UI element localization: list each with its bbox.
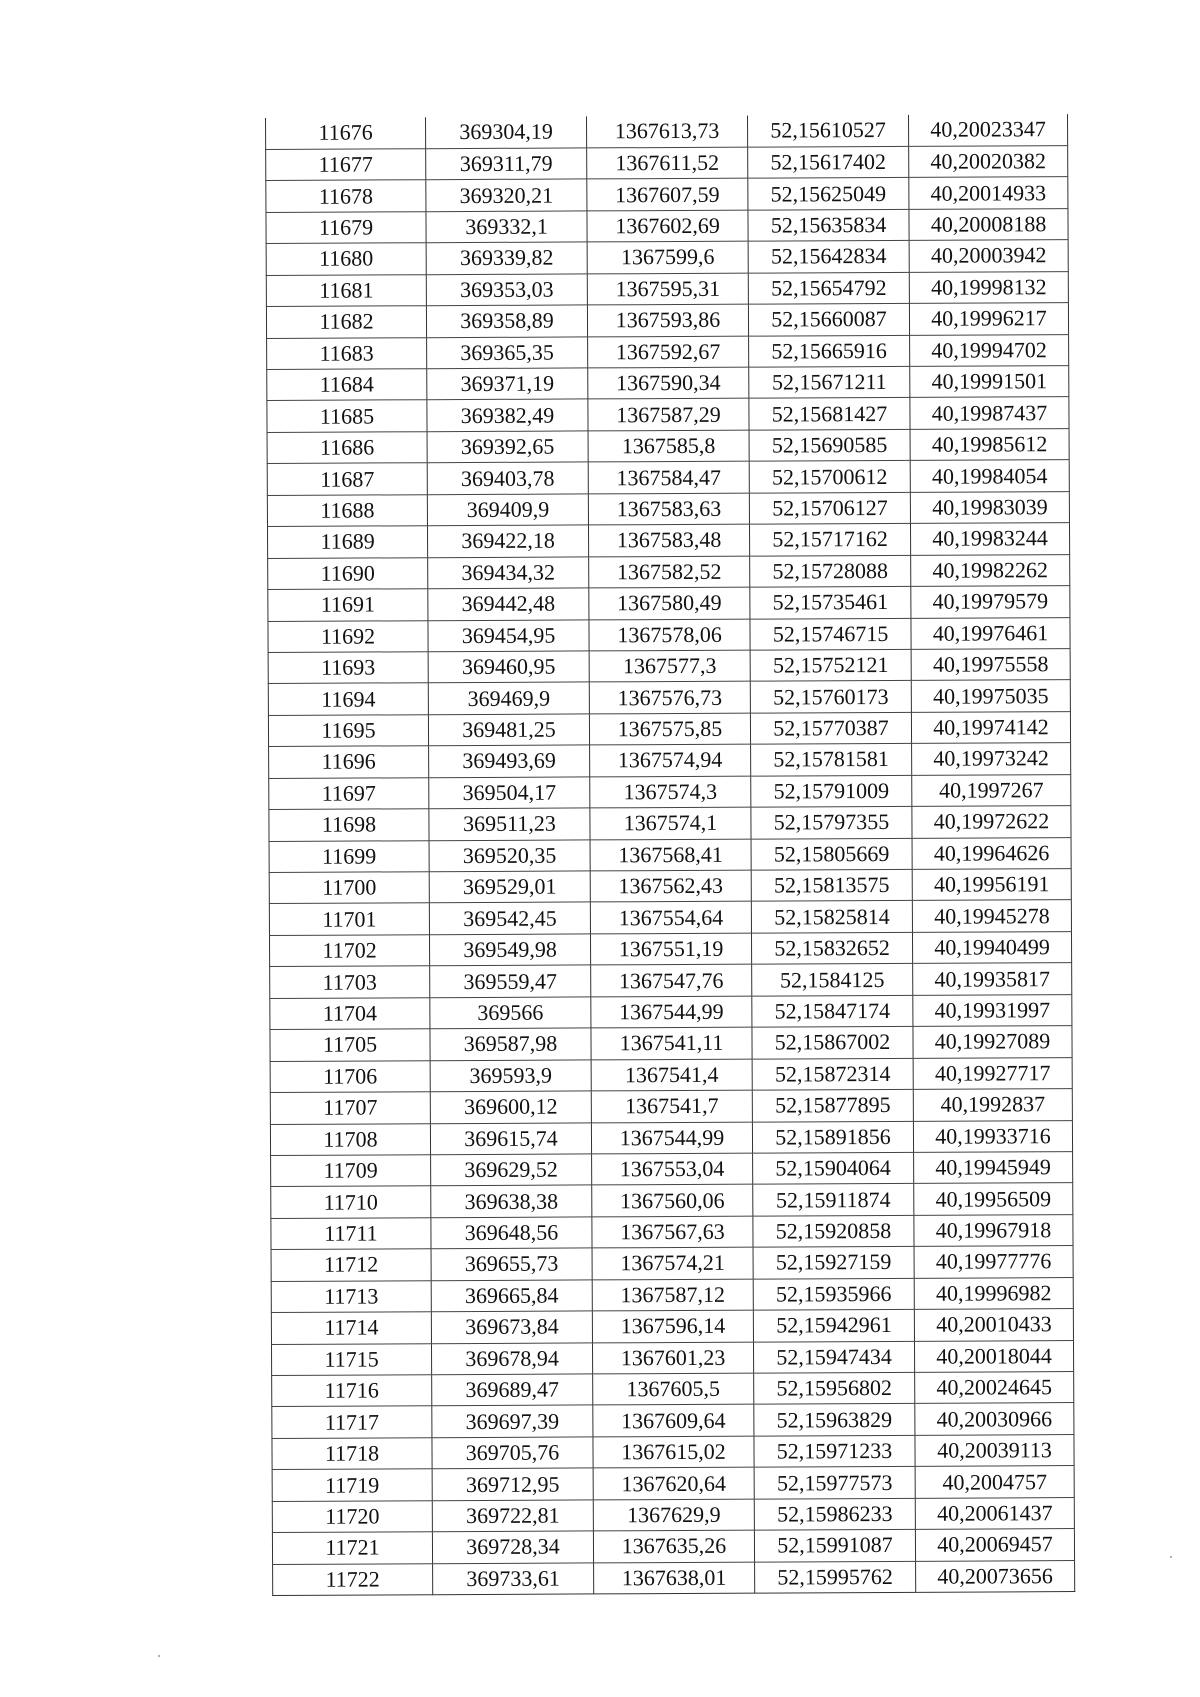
scan-speck [1170,1556,1172,1558]
point-number-cell: 11694 [268,683,428,715]
longitude-cell: 40,20039113 [915,1434,1074,1466]
x-coordinate-cell: 369520,35 [429,839,590,871]
point-number-cell: 11682 [266,306,426,338]
y-coordinate-cell: 1367587,12 [592,1279,753,1311]
latitude-cell: 52,15625049 [748,178,909,210]
table-row [272,1403,1074,1438]
x-coordinate-cell: 369712,95 [432,1468,593,1500]
x-coordinate-cell: 369403,78 [427,462,588,494]
latitude-cell: 52,15832652 [751,932,912,964]
latitude-cell: 52,15977573 [754,1467,915,1499]
x-coordinate-cell: 369434,32 [428,557,589,589]
longitude-cell: 40,19956509 [914,1183,1073,1215]
y-coordinate-cell: 1367607,59 [587,179,748,211]
x-coordinate-cell: 369566 [430,997,591,1029]
y-coordinate-cell: 1367551,19 [590,933,751,965]
table-row [269,837,1071,872]
y-coordinate-cell: 1367541,7 [591,1090,752,1122]
longitude-cell: 40,20014933 [909,177,1068,209]
longitude-cell: 40,20008188 [909,208,1068,240]
x-coordinate-cell: 369549,98 [429,934,590,966]
latitude-cell: 52,15805669 [751,838,912,870]
table-row [269,806,1071,841]
longitude-cell: 40,20073656 [916,1560,1075,1592]
longitude-cell: 40,19935817 [913,963,1072,995]
y-coordinate-cell: 1367584,47 [588,461,749,493]
y-coordinate-cell: 1367601,23 [592,1342,753,1374]
point-number-cell: 11696 [269,746,429,778]
y-coordinate-cell: 1367574,3 [590,776,751,808]
x-coordinate-cell: 369728,34 [432,1531,593,1563]
longitude-cell: 40,19975035 [911,680,1070,712]
x-coordinate-cell: 369665,84 [431,1280,592,1312]
x-coordinate-cell: 369648,56 [431,1217,592,1249]
x-coordinate-cell: 369733,61 [433,1563,594,1595]
longitude-cell: 40,19940499 [912,931,1071,963]
point-number-cell: 11706 [270,1060,430,1092]
longitude-cell: 40,19927717 [913,1057,1072,1089]
table-row [271,1152,1073,1187]
table-row [272,1529,1074,1564]
point-number-cell: 11699 [269,840,429,872]
y-coordinate-cell: 1367592,67 [588,336,749,368]
table-row [266,114,1068,149]
x-coordinate-cell: 369689,47 [432,1374,593,1406]
latitude-cell: 52,15935966 [753,1278,914,1310]
coordinates-table-body [266,114,1075,1595]
y-coordinate-cell: 1367582,52 [589,556,750,588]
point-number-cell: 11678 [266,180,426,212]
point-number-cell: 11715 [271,1343,431,1375]
latitude-cell: 52,15904064 [753,1152,914,1184]
table-row [268,649,1070,684]
table-row [271,1309,1073,1344]
y-coordinate-cell: 1367596,14 [592,1310,753,1342]
latitude-cell: 52,15728088 [750,555,911,587]
y-coordinate-cell: 1367544,99 [591,1122,752,1154]
point-number-cell: 11684 [267,369,427,401]
x-coordinate-cell: 369371,19 [427,368,588,400]
y-coordinate-cell: 1367590,34 [588,367,749,399]
latitude-cell: 52,15927159 [753,1247,914,1279]
table-row [269,774,1071,809]
coordinates-table [265,114,1075,1596]
table-row [267,523,1069,558]
latitude-cell: 52,15781581 [751,744,912,776]
longitude-cell: 40,19931997 [913,994,1072,1026]
latitude-cell: 52,15671211 [749,366,910,398]
latitude-cell: 52,15770387 [750,712,911,744]
table-row [271,1214,1073,1249]
point-number-cell: 11688 [267,494,427,526]
longitude-cell: 40,19985612 [910,428,1069,460]
x-coordinate-cell: 369504,17 [429,777,590,809]
point-number-cell: 11722 [273,1563,433,1595]
latitude-cell: 52,15947434 [753,1341,914,1373]
x-coordinate-cell: 369442,48 [428,588,589,620]
longitude-cell: 40,19987437 [910,397,1069,429]
y-coordinate-cell: 1367593,86 [587,304,748,336]
y-coordinate-cell: 1367574,1 [590,807,751,839]
point-number-cell: 11717 [272,1406,432,1438]
x-coordinate-cell: 369629,52 [431,1154,592,1186]
point-number-cell: 11679 [266,212,426,244]
point-number-cell: 11704 [270,997,430,1029]
table-row [270,994,1072,1029]
y-coordinate-cell: 1367541,4 [591,1059,752,1091]
x-coordinate-cell: 369587,98 [430,1028,591,1060]
x-coordinate-cell: 369382,49 [427,399,588,431]
longitude-cell: 40,19998132 [909,271,1068,303]
x-coordinate-cell: 369722,81 [432,1500,593,1532]
latitude-cell: 52,15760173 [750,681,911,713]
longitude-cell: 40,1997267 [912,774,1071,806]
longitude-cell: 40,19991501 [910,366,1069,398]
latitude-cell: 52,15690585 [749,429,910,461]
longitude-cell: 40,19975558 [911,649,1070,681]
table-row [272,1497,1074,1532]
point-number-cell: 11708 [270,1123,430,1155]
y-coordinate-cell: 1367638,01 [594,1562,755,1594]
y-coordinate-cell: 1367544,99 [591,996,752,1028]
y-coordinate-cell: 1367585,8 [588,430,749,462]
point-number-cell: 11719 [272,1469,432,1501]
longitude-cell: 40,19945949 [914,1152,1073,1184]
latitude-cell: 52,15956802 [754,1372,915,1404]
table-row [269,869,1071,904]
table-row [268,711,1070,746]
x-coordinate-cell: 369358,89 [426,305,587,337]
y-coordinate-cell: 1367567,63 [592,1216,753,1248]
latitude-cell: 52,15642834 [748,241,909,273]
longitude-cell: 40,20020382 [909,146,1068,178]
table-row [270,1120,1072,1155]
x-coordinate-cell: 369542,45 [429,902,590,934]
table-row [271,1183,1073,1218]
latitude-cell: 52,15872314 [752,1058,913,1090]
point-number-cell: 11686 [267,432,427,464]
table-row [270,1026,1072,1061]
point-number-cell: 11680 [266,243,426,275]
y-coordinate-cell: 1367575,85 [589,713,750,745]
longitude-cell: 40,19984054 [910,460,1069,492]
y-coordinate-cell: 1367613,73 [586,116,747,148]
table-row [267,428,1069,463]
latitude-cell: 52,15791009 [751,775,912,807]
y-coordinate-cell: 1367547,76 [591,964,752,996]
point-number-cell: 11700 [269,872,429,904]
point-number-cell: 11689 [267,526,427,558]
point-number-cell: 11695 [268,715,428,747]
x-coordinate-cell: 369339,82 [426,242,587,274]
x-coordinate-cell: 369332,1 [426,211,587,243]
point-number-cell: 11687 [267,463,427,495]
y-coordinate-cell: 1367595,31 [587,273,748,305]
longitude-cell: 40,20061437 [915,1497,1074,1529]
x-coordinate-cell: 369460,95 [428,651,589,683]
point-number-cell: 11691 [268,589,428,621]
point-number-cell: 11709 [271,1155,431,1187]
longitude-cell: 40,19996982 [914,1277,1073,1309]
latitude-cell: 52,15986233 [754,1498,915,1530]
y-coordinate-cell: 1367574,21 [592,1247,753,1279]
point-number-cell: 11690 [268,557,428,589]
table-row [272,1372,1074,1407]
latitude-cell: 52,15911874 [753,1184,914,1216]
x-coordinate-cell: 369655,73 [431,1248,592,1280]
table-row [266,146,1068,181]
x-coordinate-cell: 369353,03 [426,274,587,306]
point-number-cell: 11685 [267,400,427,432]
y-coordinate-cell: 1367576,73 [589,682,750,714]
x-coordinate-cell: 369673,84 [431,1311,592,1343]
point-number-cell: 11681 [266,274,426,306]
longitude-cell: 40,19933716 [913,1120,1072,1152]
y-coordinate-cell: 1367635,26 [593,1530,754,1562]
longitude-cell: 40,20069457 [915,1529,1074,1561]
table-row [272,1434,1074,1469]
longitude-cell: 40,19994702 [910,334,1069,366]
point-number-cell: 11714 [271,1312,431,1344]
point-number-cell: 11677 [266,149,426,181]
longitude-cell: 40,19967918 [914,1214,1073,1246]
longitude-cell: 40,20003942 [909,240,1068,272]
point-number-cell: 11713 [271,1280,431,1312]
longitude-cell: 40,19983039 [910,491,1069,523]
longitude-cell: 40,19996217 [909,303,1068,335]
point-number-cell: 11711 [271,1218,431,1250]
point-number-cell: 11698 [269,809,429,841]
table-row [271,1277,1073,1312]
latitude-cell: 52,15995762 [755,1561,916,1593]
latitude-cell: 52,15717162 [749,524,910,556]
y-coordinate-cell: 1367599,6 [587,241,748,273]
longitude-cell: 40,20023347 [908,114,1067,146]
longitude-cell: 40,19979579 [911,586,1070,618]
latitude-cell: 52,15665916 [749,335,910,367]
y-coordinate-cell: 1367578,06 [589,619,750,651]
table-row [266,208,1068,243]
latitude-cell: 52,15867002 [752,1027,913,1059]
table-row [266,303,1068,338]
latitude-cell: 52,15991087 [754,1530,915,1562]
longitude-cell: 40,19927089 [913,1026,1072,1058]
table-row [271,1340,1073,1375]
x-coordinate-cell: 369529,01 [429,871,590,903]
y-coordinate-cell: 1367574,94 [590,744,751,776]
table-row [269,900,1071,935]
x-coordinate-cell: 369422,18 [427,525,588,557]
point-number-cell: 11683 [267,337,427,369]
x-coordinate-cell: 369600,12 [430,1091,591,1123]
latitude-cell: 52,15681427 [749,398,910,430]
y-coordinate-cell: 1367583,63 [588,493,749,525]
table-row [266,271,1068,306]
table-row [273,1560,1075,1595]
latitude-cell: 52,15825814 [751,901,912,933]
y-coordinate-cell: 1367611,52 [587,147,748,179]
longitude-cell: 40,19983244 [910,523,1069,555]
latitude-cell: 52,15971233 [754,1435,915,1467]
latitude-cell: 52,1584125 [752,964,913,996]
latitude-cell: 52,15847174 [752,995,913,1027]
longitude-cell: 40,19973242 [912,743,1071,775]
x-coordinate-cell: 369481,25 [428,714,589,746]
table-row [269,743,1071,778]
table-row [271,1246,1073,1281]
latitude-cell: 52,15891856 [752,1121,913,1153]
table-row [268,586,1070,621]
table-row [267,366,1069,401]
longitude-cell: 40,19982262 [911,554,1070,586]
latitude-cell: 52,15963829 [754,1404,915,1436]
latitude-cell: 52,15752121 [750,649,911,681]
latitude-cell: 52,15654792 [748,272,909,304]
latitude-cell: 52,15797355 [751,806,912,838]
longitude-cell: 40,19977776 [914,1246,1073,1278]
y-coordinate-cell: 1367553,04 [592,1153,753,1185]
y-coordinate-cell: 1367560,06 [592,1185,753,1217]
longitude-cell: 40,20018044 [914,1340,1073,1372]
x-coordinate-cell: 369705,76 [432,1437,593,1469]
longitude-cell: 40,1992837 [913,1089,1072,1121]
y-coordinate-cell: 1367568,41 [590,839,751,871]
y-coordinate-cell: 1367605,5 [593,1373,754,1405]
y-coordinate-cell: 1367541,11 [591,1027,752,1059]
point-number-cell: 11707 [270,1092,430,1124]
longitude-cell: 40,19956191 [912,869,1071,901]
latitude-cell: 52,15813575 [751,869,912,901]
table-row [269,931,1071,966]
longitude-cell: 40,20024645 [915,1372,1074,1404]
x-coordinate-cell: 369365,35 [427,336,588,368]
latitude-cell: 52,15920858 [753,1215,914,1247]
x-coordinate-cell: 369493,69 [429,745,590,777]
longitude-cell: 40,19974142 [911,711,1070,743]
longitude-cell: 40,19976461 [911,617,1070,649]
latitude-cell: 52,15746715 [750,618,911,650]
point-number-cell: 11705 [270,1029,430,1061]
x-coordinate-cell: 369697,39 [432,1405,593,1437]
table-row [268,680,1070,715]
y-coordinate-cell: 1367577,3 [589,650,750,682]
point-number-cell: 11703 [270,966,430,998]
x-coordinate-cell: 369409,9 [427,494,588,526]
table-row [266,240,1068,275]
point-number-cell: 11721 [272,1532,432,1564]
y-coordinate-cell: 1367615,02 [593,1436,754,1468]
point-number-cell: 11720 [272,1500,432,1532]
x-coordinate-cell: 369454,95 [428,619,589,651]
latitude-cell: 52,15877895 [752,1089,913,1121]
point-number-cell: 11693 [268,652,428,684]
point-number-cell: 11701 [269,903,429,935]
table-row [266,177,1068,212]
x-coordinate-cell: 369469,9 [428,682,589,714]
x-coordinate-cell: 369511,23 [429,808,590,840]
table-row [267,397,1069,432]
table-row [270,1089,1072,1124]
latitude-cell: 52,15610527 [747,115,908,147]
x-coordinate-cell: 369392,65 [427,431,588,463]
latitude-cell: 52,15735461 [750,586,911,618]
x-coordinate-cell: 369593,9 [430,1060,591,1092]
x-coordinate-cell: 369320,21 [426,179,587,211]
y-coordinate-cell: 1367629,9 [593,1499,754,1531]
x-coordinate-cell: 369311,79 [426,148,587,180]
table-row [270,963,1072,998]
y-coordinate-cell: 1367562,43 [590,870,751,902]
latitude-cell: 52,15706127 [749,492,910,524]
point-number-cell: 11710 [271,1186,431,1218]
point-number-cell: 11716 [272,1375,432,1407]
table-row [268,554,1070,589]
y-coordinate-cell: 1367583,48 [588,524,749,556]
x-coordinate-cell: 369638,38 [431,1185,592,1217]
longitude-cell: 40,20030966 [915,1403,1074,1435]
longitude-cell: 40,20010433 [914,1309,1073,1341]
latitude-cell: 52,15660087 [748,303,909,335]
latitude-cell: 52,15700612 [749,461,910,493]
scan-speck [158,1655,160,1657]
y-coordinate-cell: 1367554,64 [590,902,751,934]
x-coordinate-cell: 369559,47 [430,965,591,997]
longitude-cell: 40,19945278 [912,900,1071,932]
table-row [268,617,1070,652]
table-row [267,491,1069,526]
point-number-cell: 11697 [269,777,429,809]
table-row [270,1057,1072,1092]
table-row [267,334,1069,369]
longitude-cell: 40,19964626 [912,837,1071,869]
longitude-cell: 40,2004757 [915,1466,1074,1498]
longitude-cell: 40,19972622 [912,806,1071,838]
x-coordinate-cell: 369304,19 [425,116,586,148]
point-number-cell: 11718 [272,1438,432,1470]
x-coordinate-cell: 369678,94 [431,1342,592,1374]
y-coordinate-cell: 1367580,49 [589,587,750,619]
latitude-cell: 52,15617402 [748,146,909,178]
point-number-cell: 11702 [269,935,429,967]
x-coordinate-cell: 369615,74 [430,1122,591,1154]
y-coordinate-cell: 1367587,29 [588,399,749,431]
point-number-cell: 11676 [266,117,426,149]
table-row [267,460,1069,495]
latitude-cell: 52,15942961 [753,1309,914,1341]
y-coordinate-cell: 1367609,64 [593,1405,754,1437]
y-coordinate-cell: 1367602,69 [587,210,748,242]
point-number-cell: 11712 [271,1249,431,1281]
latitude-cell: 52,15635834 [748,209,909,241]
y-coordinate-cell: 1367620,64 [593,1467,754,1499]
table-row [272,1466,1074,1501]
point-number-cell: 11692 [268,620,428,652]
